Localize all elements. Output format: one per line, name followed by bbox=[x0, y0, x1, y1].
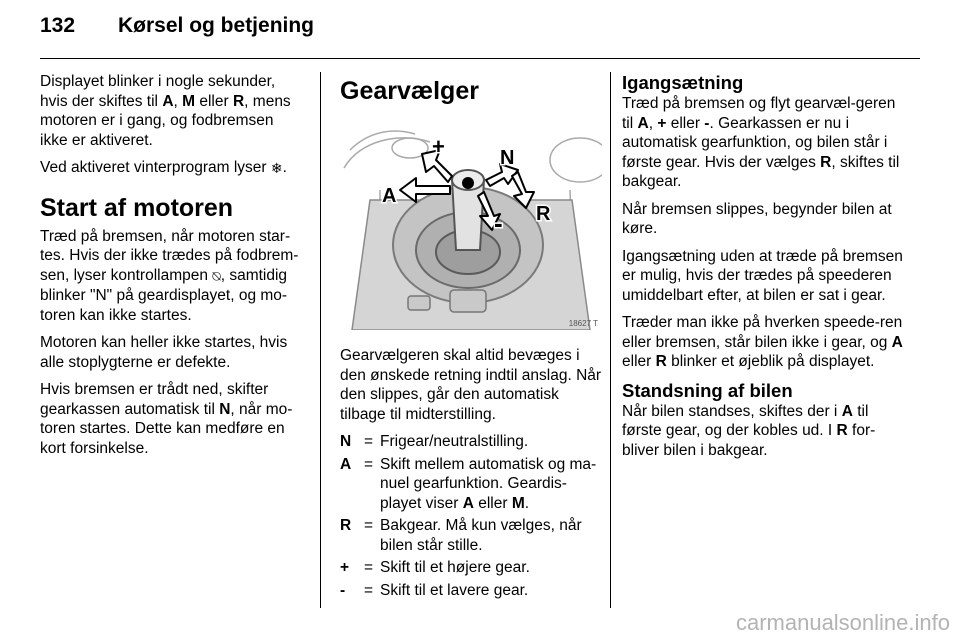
gear-definition-list bbox=[340, 432, 602, 600]
paragraph-brake-start: Træd på bremsen, når motoren star-tes. Hvis der ikke trædes på fodbrem-sen, lyser kontrollampen ⍉, samtidig blinker "N" på geardisplayet, og mo-toren kan ikke startes. bbox=[40, 227, 299, 324]
definition-text: Skift mellem automatisk og ma-nuel gearfunktion. Geardis-playet viser A eller M. bbox=[380, 455, 597, 512]
heading-gear-selector: Gearvælger bbox=[340, 77, 479, 105]
definition-equals: = bbox=[364, 433, 374, 450]
paragraph-without-brake: Igangsætning uden at træde på bremsen er mulig, hvis der trædes på speederen umiddelbart efter, at bilen er sat i gear. bbox=[622, 247, 903, 304]
heading-stopping: Standsning af bilen bbox=[622, 379, 793, 401]
page-number: 132 bbox=[40, 14, 76, 37]
definition-text: Frigear/neutralstilling. bbox=[380, 433, 529, 450]
definition-row bbox=[340, 558, 602, 578]
column-middle bbox=[340, 72, 602, 603]
label-a: A bbox=[382, 185, 397, 207]
snowflake-icon: ❄ bbox=[270, 160, 283, 176]
heading-start-engine: Start af motoren bbox=[40, 193, 234, 222]
definition-text: Skift til et lavere gear. bbox=[380, 581, 529, 599]
definition-row bbox=[340, 455, 602, 514]
label-r: R bbox=[536, 203, 551, 225]
definition-term: A bbox=[340, 455, 352, 473]
label-plus: + bbox=[432, 134, 445, 159]
definition-term: R bbox=[340, 517, 352, 534]
paragraph-release-brake: Når bremsen slippes, begynder bilen at køre. bbox=[622, 200, 892, 237]
definition-row bbox=[340, 581, 602, 601]
definition-equals: = bbox=[364, 581, 374, 599]
brake-pedal-warning-icon: ⍉ bbox=[212, 267, 221, 284]
definition-text: Bakgear. Må kun vælges, når bilen står stille. bbox=[380, 517, 582, 554]
definition-text: Skift til et højere gear. bbox=[380, 559, 530, 576]
paragraph-display-blink: Displayet blinker i nogle sekunder, hvis der skiftes til A, M eller R, mens motoren er i gang, og fodbremsen ikke er aktiveret. bbox=[40, 73, 291, 149]
definition-term: - bbox=[340, 581, 346, 599]
paragraph-winter-program: Ved aktiveret vinterprogram lyser ❄. bbox=[40, 158, 302, 179]
column-divider-1 bbox=[320, 72, 321, 608]
label-minus: - bbox=[494, 208, 503, 238]
column-divider-2 bbox=[610, 72, 611, 608]
definition-equals: = bbox=[364, 455, 374, 473]
paragraph-stopping: Når bilen standses, skiftes der i A til første gear, og der kobles ud. I R for-bliver bilen i bakgear. bbox=[622, 402, 876, 459]
paragraph-auto-neutral: Hvis bremsen er trådt ned, skifter gearkassen automatisk til N, når mo-toren startes. Dette kan medføre en kort forsinkelse. bbox=[40, 381, 293, 457]
header-rule bbox=[40, 58, 920, 59]
definition-equals: = bbox=[364, 559, 374, 576]
column-left bbox=[40, 72, 302, 466]
heading-pulling-away: Igangsætning bbox=[622, 72, 744, 93]
definition-term: + bbox=[340, 559, 350, 576]
definition-term: N bbox=[340, 433, 352, 450]
figure-code: 18627 T bbox=[568, 319, 598, 328]
paragraph-no-pedal: Træder man ikke på hverken speede-ren eller bremsen, står bilen ikke i gear, og A eller R blinker et øjeblik på displayet. bbox=[622, 314, 903, 370]
gear-selector-illustration bbox=[340, 120, 602, 330]
paragraph-pulling-away: Træd på bremsen og flyt gearvæl-geren til A, + eller -. Gearkassen er nu i automatisk gearfunktion, og bilen står i første gear. Hvis der vælges R, skiftes til bakgear. bbox=[622, 95, 900, 190]
label-n: N bbox=[500, 147, 515, 169]
definition-equals: = bbox=[364, 517, 374, 534]
column-right bbox=[622, 72, 904, 468]
paragraph-brake-lights: Motoren kan heller ikke startes, hvis alle stoplygterne er defekte. bbox=[40, 334, 288, 371]
definition-row bbox=[340, 516, 602, 555]
definition-row bbox=[340, 432, 602, 452]
paragraph-gear-intro: Gearvælgeren skal altid bevæges i den ønskede retning indtil anslag. Når den slippes, går den automatisk tilbage til midterstilling. bbox=[340, 347, 602, 423]
running-title: Kørsel og betjening bbox=[118, 14, 315, 37]
watermark: carmanualsonline.info bbox=[735, 610, 950, 635]
